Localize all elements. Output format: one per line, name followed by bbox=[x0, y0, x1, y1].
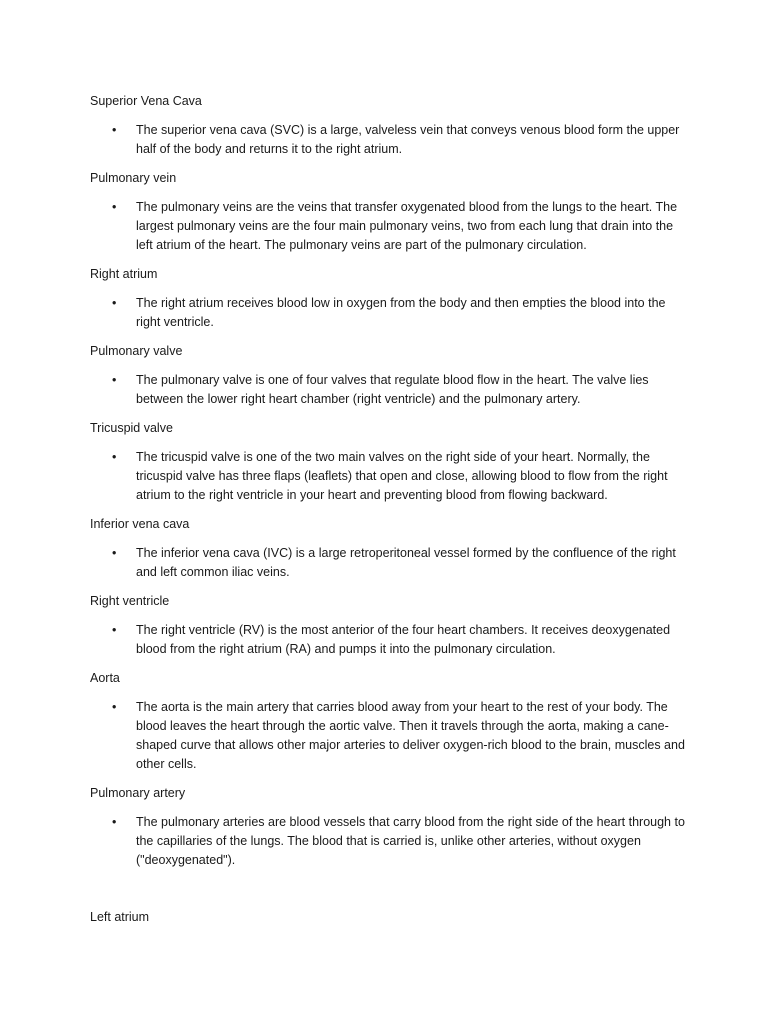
bullet-icon: • bbox=[112, 815, 117, 829]
bullet-icon: • bbox=[112, 546, 117, 560]
section-heading: Pulmonary valve bbox=[90, 344, 183, 358]
section-heading: Aorta bbox=[90, 671, 120, 685]
bullet-text: The aorta is the main artery that carries blood away from your heart to the rest of your body. The blood leaves the heart through the aortic valve. Then it travels through the aorta, making a cane-shaped curve that allows other major arteries to deliver oxygen-rich blood to the brain, muscles and other cells. bbox=[136, 700, 685, 771]
section-aorta bbox=[90, 669, 690, 774]
bullet-icon: • bbox=[112, 123, 117, 137]
list-item bbox=[90, 813, 690, 870]
section-heading: Inferior vena cava bbox=[90, 517, 190, 531]
bullet-text: The tricuspid valve is one of the two main valves on the right side of your heart. Normally, the tricuspid valve has three flaps (leaflets) that open and close, allowing blood to flow from the right atrium to the right ventricle in your heart and preventing blood from flowing backward. bbox=[136, 450, 668, 502]
document-content bbox=[90, 92, 690, 937]
section-superior-vena-cava bbox=[90, 92, 690, 159]
section-heading: Superior Vena Cava bbox=[90, 94, 202, 108]
section-inferior-vena-cava bbox=[90, 515, 690, 582]
list-item bbox=[90, 448, 690, 505]
section-pulmonary-vein bbox=[90, 169, 690, 255]
bullet-text: The pulmonary valve is one of four valves that regulate blood flow in the heart. The valve lies between the lower right heart chamber (right ventricle) and the pulmonary artery. bbox=[136, 373, 649, 406]
bullet-text: The pulmonary veins are the veins that transfer oxygenated blood from the lungs to the heart. The largest pulmonary veins are the four main pulmonary veins, two from each lung that drain into the left atrium of the heart. The pulmonary veins are part of the pulmonary circulation. bbox=[136, 200, 678, 252]
section-right-ventricle bbox=[90, 592, 690, 659]
list-item bbox=[90, 121, 690, 159]
list-item bbox=[90, 294, 690, 332]
section-left-atrium bbox=[90, 908, 690, 927]
bullet-icon: • bbox=[112, 296, 117, 310]
bullet-icon: • bbox=[112, 373, 117, 387]
bullet-text: The pulmonary arteries are blood vessels that carry blood from the right side of the heart through to the capillaries of the lungs. The blood that is carried is, unlike other arteries, without oxygen ("deoxygenated"). bbox=[136, 815, 685, 867]
bullet-text: The right ventricle (RV) is the most anterior of the four heart chambers. It receives deoxygenated blood from the right atrium (RA) and pumps it into the pulmonary circulation. bbox=[136, 623, 671, 656]
spacer bbox=[90, 880, 690, 908]
section-heading: Pulmonary artery bbox=[90, 786, 186, 800]
bullet-icon: • bbox=[112, 623, 117, 637]
section-pulmonary-valve bbox=[90, 342, 690, 409]
section-heading: Right atrium bbox=[90, 267, 158, 281]
list-item bbox=[90, 198, 690, 255]
list-item bbox=[90, 371, 690, 409]
bullet-text: The inferior vena cava (IVC) is a large retroperitoneal vessel formed by the confluence of the right and left common iliac veins. bbox=[136, 546, 676, 579]
list-item bbox=[90, 698, 690, 774]
list-item bbox=[90, 621, 690, 659]
section-heading: Pulmonary vein bbox=[90, 171, 177, 185]
bullet-text: The superior vena cava (SVC) is a large, valveless vein that conveys venous blood form the upper half of the body and returns it to the right atrium. bbox=[136, 123, 680, 156]
bullet-icon: • bbox=[112, 450, 117, 464]
section-right-atrium bbox=[90, 265, 690, 332]
list-item bbox=[90, 544, 690, 582]
section-heading: Right ventricle bbox=[90, 594, 170, 608]
section-tricuspid-valve bbox=[90, 419, 690, 505]
bullet-text: The right atrium receives blood low in oxygen from the body and then empties the blood into the right ventricle. bbox=[136, 296, 666, 329]
section-heading: Tricuspid valve bbox=[90, 421, 173, 435]
section-heading: Left atrium bbox=[90, 910, 150, 924]
bullet-icon: • bbox=[112, 200, 117, 214]
bullet-icon: • bbox=[112, 700, 117, 714]
section-pulmonary-artery bbox=[90, 784, 690, 870]
